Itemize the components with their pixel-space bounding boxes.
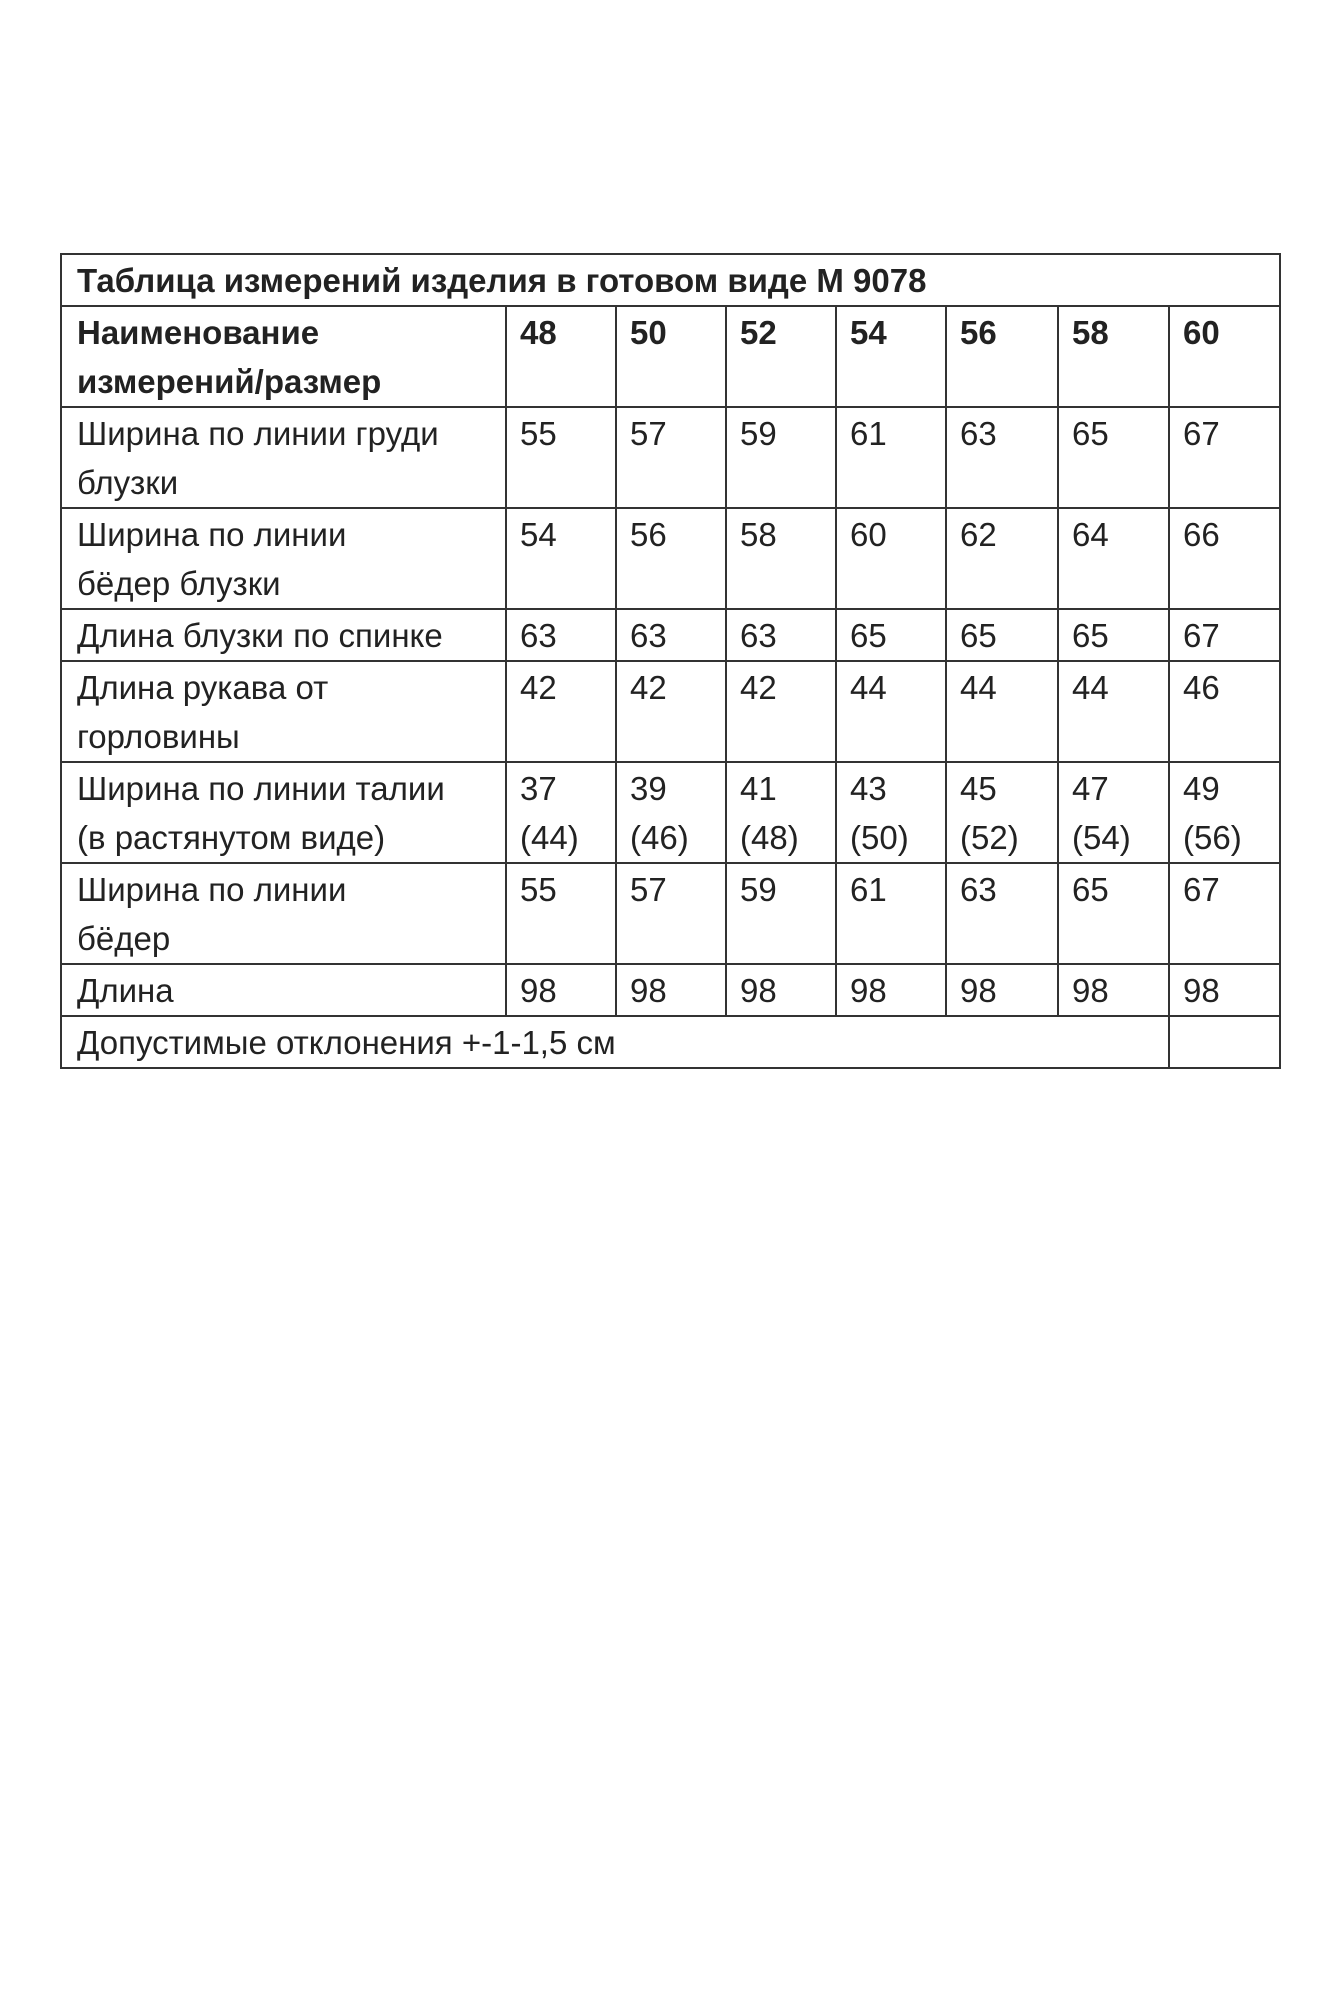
title-row [61, 254, 1280, 306]
size-header-52: 52 [726, 306, 836, 407]
cell-line: 59 [740, 415, 777, 452]
value-cell [616, 964, 726, 1016]
cell-line: 67 [1183, 871, 1220, 908]
value-cell [946, 609, 1058, 661]
cell-line: блузки [77, 464, 179, 501]
value-cell [726, 863, 836, 964]
value-cell [946, 863, 1058, 964]
value-cell [1169, 661, 1280, 762]
footer-row [61, 1016, 1280, 1068]
cell-line: 98 [630, 972, 667, 1009]
value-cell [726, 407, 836, 508]
value-cell [1169, 863, 1280, 964]
cell-line: 63 [630, 617, 667, 654]
cell-line: 42 [740, 669, 777, 706]
cell-line: 62 [960, 516, 997, 553]
size-header-60: 60 [1169, 306, 1280, 407]
empty-cell [1169, 1016, 1280, 1068]
size-header-58: 58 [1058, 306, 1169, 407]
table-body [61, 254, 1280, 1068]
cell-line: (46) [630, 819, 689, 856]
cell-line: 49 [1183, 770, 1220, 807]
value-cell [1169, 762, 1280, 863]
value-cell [1058, 964, 1169, 1016]
value-cell [836, 762, 946, 863]
cell-line: 98 [740, 972, 777, 1009]
value-cell [836, 508, 946, 609]
size-header-56: 56 [946, 306, 1058, 407]
cell-line: 65 [850, 617, 887, 654]
cell-line: 44 [960, 669, 997, 706]
value-cell [616, 762, 726, 863]
cell-line: 65 [960, 617, 997, 654]
cell-line: (44) [520, 819, 579, 856]
row-label-cell [61, 508, 506, 609]
value-cell [1169, 609, 1280, 661]
row-label-cell [61, 762, 506, 863]
size-header-48: 48 [506, 306, 616, 407]
value-cell [616, 508, 726, 609]
tolerance-note: Допустимые отклонения +-1-1,5 см [61, 1016, 1169, 1068]
table-row [61, 609, 1280, 661]
row-label-cell [61, 407, 506, 508]
cell-line: 42 [520, 669, 557, 706]
value-cell [506, 508, 616, 609]
cell-line: Наименование [77, 314, 320, 351]
cell-line: 98 [850, 972, 887, 1009]
value-cell [726, 964, 836, 1016]
table-row [61, 407, 1280, 508]
cell-line: 98 [960, 972, 997, 1009]
value-cell [616, 661, 726, 762]
table-row [61, 964, 1280, 1016]
value-cell [1058, 661, 1169, 762]
value-cell [726, 661, 836, 762]
cell-line: 45 [960, 770, 997, 807]
cell-line: 42 [630, 669, 667, 706]
cell-line: 54 [520, 516, 557, 553]
value-cell [616, 863, 726, 964]
cell-line: 63 [740, 617, 777, 654]
table-title: Таблица измерений изделия в готовом виде М 9078 [61, 254, 1280, 306]
cell-line: 61 [850, 871, 887, 908]
cell-line: Ширина по линии [77, 871, 347, 908]
value-cell [946, 762, 1058, 863]
cell-line: 67 [1183, 617, 1220, 654]
cell-line: 65 [1072, 415, 1109, 452]
value-cell [726, 508, 836, 609]
cell-line: Ширина по линии [77, 516, 347, 553]
cell-line: (48) [740, 819, 799, 856]
cell-line: 67 [1183, 415, 1220, 452]
value-cell [836, 964, 946, 1016]
cell-line: (в растянутом виде) [77, 819, 386, 856]
value-cell [616, 609, 726, 661]
cell-line: 63 [960, 871, 997, 908]
cell-line: (52) [960, 819, 1019, 856]
value-cell [946, 661, 1058, 762]
cell-line: Длина блузки по спинке [77, 617, 443, 654]
cell-line: 63 [520, 617, 557, 654]
value-cell [836, 407, 946, 508]
value-cell [1058, 863, 1169, 964]
row-label-cell [61, 661, 506, 762]
cell-line: 55 [520, 871, 557, 908]
cell-line: 61 [850, 415, 887, 452]
cell-line: Ширина по линии талии [77, 770, 445, 807]
value-cell [1169, 407, 1280, 508]
value-cell [1058, 609, 1169, 661]
row-label-cell [61, 863, 506, 964]
value-cell [616, 407, 726, 508]
measurement-table [60, 253, 1281, 1069]
cell-line: (50) [850, 819, 909, 856]
value-cell [946, 508, 1058, 609]
value-cell [506, 863, 616, 964]
value-cell [1058, 508, 1169, 609]
value-cell [836, 609, 946, 661]
cell-line: горловины [77, 718, 240, 755]
table-row [61, 508, 1280, 609]
cell-line: 57 [630, 415, 667, 452]
value-cell [946, 964, 1058, 1016]
row-label-cell [61, 609, 506, 661]
value-cell [506, 609, 616, 661]
cell-line: Ширина по линии груди [77, 415, 439, 452]
header-row [61, 306, 1280, 407]
cell-line: 44 [850, 669, 887, 706]
cell-line: 60 [850, 516, 887, 553]
cell-line: 98 [520, 972, 557, 1009]
value-cell [946, 407, 1058, 508]
cell-line: 55 [520, 415, 557, 452]
value-cell [836, 863, 946, 964]
cell-line: 46 [1183, 669, 1220, 706]
cell-line: 56 [630, 516, 667, 553]
cell-line: 39 [630, 770, 667, 807]
value-cell [1058, 762, 1169, 863]
value-cell [506, 407, 616, 508]
value-cell [1058, 407, 1169, 508]
cell-line: Длина рукава от [77, 669, 329, 706]
size-header-50: 50 [616, 306, 726, 407]
cell-line: 98 [1183, 972, 1220, 1009]
cell-line: 65 [1072, 871, 1109, 908]
cell-line: (56) [1183, 819, 1242, 856]
cell-line: 65 [1072, 617, 1109, 654]
cell-line: бёдер блузки [77, 565, 281, 602]
header-label-cell [61, 306, 506, 407]
cell-line: 43 [850, 770, 887, 807]
cell-line: 57 [630, 871, 667, 908]
cell-line: (54) [1072, 819, 1131, 856]
value-cell [506, 964, 616, 1016]
value-cell [726, 609, 836, 661]
cell-line: Длина [77, 972, 174, 1009]
table-row [61, 762, 1280, 863]
table-row [61, 863, 1280, 964]
cell-line: измерений/размер [77, 363, 382, 400]
value-cell [506, 762, 616, 863]
value-cell [836, 661, 946, 762]
cell-line: 59 [740, 871, 777, 908]
cell-line: 66 [1183, 516, 1220, 553]
cell-line: 63 [960, 415, 997, 452]
value-cell [506, 661, 616, 762]
cell-line: 98 [1072, 972, 1109, 1009]
cell-line: 44 [1072, 669, 1109, 706]
cell-line: 64 [1072, 516, 1109, 553]
row-label-cell [61, 964, 506, 1016]
cell-line: 58 [740, 516, 777, 553]
size-header-54: 54 [836, 306, 946, 407]
cell-line: бёдер [77, 920, 171, 957]
value-cell [1169, 964, 1280, 1016]
value-cell [1169, 508, 1280, 609]
measurement-sheet [60, 253, 1279, 1069]
cell-line: 37 [520, 770, 557, 807]
value-cell [726, 762, 836, 863]
table-row [61, 661, 1280, 762]
cell-line: 41 [740, 770, 777, 807]
cell-line: 47 [1072, 770, 1109, 807]
